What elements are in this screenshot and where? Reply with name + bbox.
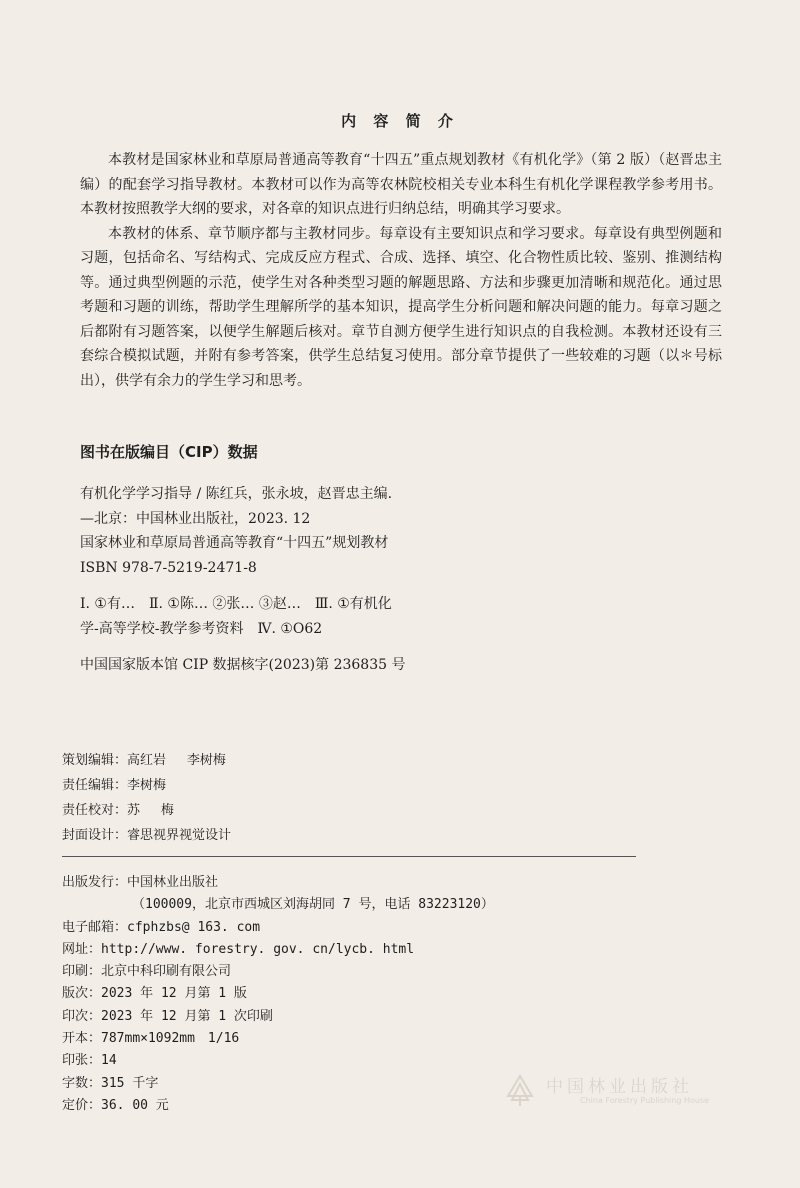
publisher-value: 中国林业出版社 — [127, 875, 219, 890]
editor-label: 策划编辑： — [62, 753, 128, 768]
cip-isbn-line: ISBN 978-7-5219-2471-8 — [80, 559, 257, 576]
publisher-row — [62, 872, 494, 894]
price-row — [62, 1095, 494, 1117]
format-value: 787mm×1092mm 1/16 — [101, 1031, 240, 1047]
intro-title: 内 容 简 介 — [341, 112, 459, 130]
email-row — [62, 917, 494, 939]
publication-info — [62, 872, 494, 1117]
editor-value: 苏 梅 — [127, 803, 174, 818]
tree-icon — [500, 1072, 540, 1108]
edition-row — [62, 983, 494, 1005]
editor-row — [62, 823, 231, 848]
printing-value: 2023 年 12 月第 1 次印刷 — [101, 1008, 273, 1024]
intro-body — [80, 148, 722, 393]
cip-title-line: 有机化学学习指导 / 陈红兵，张永坡，赵晋忠主编. — [80, 486, 393, 502]
format-label: 开本： — [62, 1031, 102, 1047]
printer-value: 北京中科印刷有限公司 — [101, 964, 232, 980]
publisher-logo — [500, 1072, 730, 1112]
editor-value: 睿思视界视觉设计 — [127, 828, 232, 843]
printer-row — [62, 961, 494, 983]
edition-value: 2023 年 12 月第 1 版 — [101, 986, 247, 1002]
website-value: http://www. forestry. gov. cn/lycb. html — [101, 941, 415, 957]
cip-block — [80, 482, 700, 678]
words-row — [62, 1073, 494, 1095]
publisher-address: （100009，北京市西城区刘海胡同 7 号，电话 83223120） — [132, 897, 494, 913]
words-value: 315 千字 — [101, 1075, 159, 1091]
publisher-label: 出版发行： — [62, 875, 128, 890]
editor-value: 李树梅 — [127, 778, 167, 793]
printing-row — [62, 1006, 494, 1028]
sheets-label: 印张： — [62, 1053, 102, 1069]
printer-label: 印刷： — [62, 964, 102, 980]
format-row — [62, 1028, 494, 1050]
editor-row — [62, 748, 231, 773]
email-value: cfphzbs@ 163. com — [127, 919, 261, 935]
editor-label: 责任校对： — [62, 803, 128, 818]
printing-label: 印次： — [62, 1008, 102, 1024]
cip-title: 图书在版编目（CIP）数据 — [80, 443, 258, 461]
logo-english: China Forestry Publishing House — [580, 1096, 710, 1105]
price-label: 定价： — [62, 1097, 102, 1113]
logo-name: 中国林业出版社 — [546, 1077, 693, 1097]
editor-row — [62, 798, 231, 823]
editor-label: 封面设计： — [62, 828, 128, 843]
sheets-row — [62, 1050, 494, 1072]
editor-row — [62, 773, 231, 798]
cip-classification-line-1: Ⅰ. ①有… Ⅱ. ①陈… ②张… ③赵… Ⅲ. ①有机化 — [80, 596, 392, 612]
website-label: 网址： — [62, 941, 102, 957]
editor-value: 高红岩 李树梅 — [127, 753, 226, 768]
editors-list — [62, 748, 231, 848]
words-label: 字数： — [62, 1075, 102, 1091]
website-row — [62, 939, 494, 961]
cip-record-line: 中国国家版本馆 CIP 数据核字(2023)第 236835 号 — [80, 657, 406, 673]
section-divider — [62, 856, 636, 857]
cip-classification-line-2: 学-高等学校-教学参考资料 Ⅳ. ①O62 — [80, 620, 323, 637]
email-label: 电子邮箱： — [62, 919, 128, 935]
cip-publisher-line: —北京：中国林业出版社，2023. 12 — [80, 510, 311, 527]
sheets-value: 14 — [101, 1053, 117, 1069]
intro-paragraph-1: 本教材是国家林业和草原局普通高等教育“十四五”重点规划教材《有机化学》（第 2 版）（赵晋忠主编）的配套学习指导教材。本教材可以作为高等农林院校相关专业本科生有机化学课程教学参考用书。本教材按照教学大纲的要求，对各章的知识点进行归纳总结，明确其学习要求。 — [80, 152, 722, 217]
cip-series-line: 国家林业和草原局普通高等教育“十四五”规划教材 — [80, 535, 389, 551]
price-value: 36. 00 元 — [101, 1097, 169, 1113]
editor-label: 责任编辑： — [62, 778, 128, 793]
edition-label: 版次： — [62, 986, 102, 1002]
intro-paragraph-2: 本教材的体系、章节顺序都与主教材同步。每章设有主要知识点和学习要求。每章设有典型例题和习题，包括命名、写结构式、完成反应方程式、合成、选择、填空、化合物性质比较、鉴别、推测结构等。通过典型例题的示范，使学生对各种类型习题的解题思路、方法和步骤更加清晰和规范化。通过思考题和习题的训练，帮助学生理解所学的基本知识，提高学生分析问题和解决问题的能力。每章习题之后都附有习题答案，以便学生解题后核对。章节自测方便学生进行知识点的自我检测。本教材还设有三套综合模拟试题，并附有参考答案，供学生总结复习使用。部分章节提供了一些较难的习题（以＊号标出），供学有余力的学生学习和思考。 — [80, 225, 722, 389]
